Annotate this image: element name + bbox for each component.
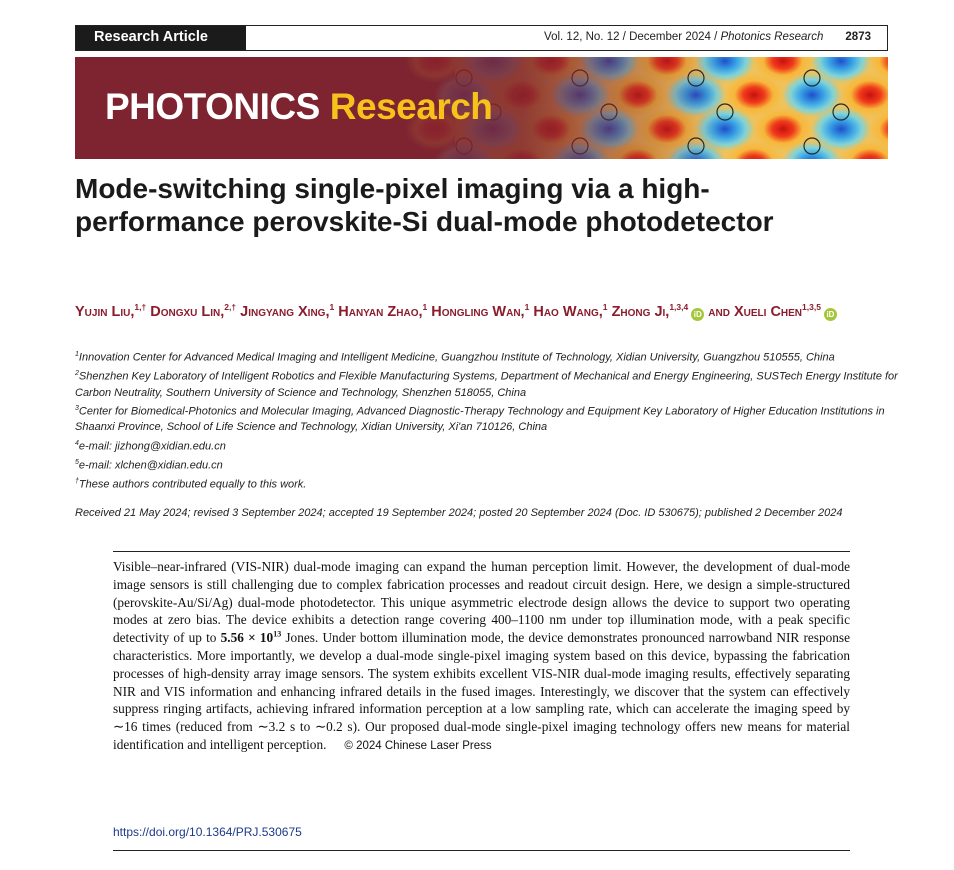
abstract-bottom-rule — [113, 850, 850, 851]
author-affiliation-marker: 2,† — [224, 302, 237, 312]
author-name: Dongxu Lin, — [150, 303, 225, 320]
orcid-icon[interactable]: iD — [691, 308, 704, 321]
affiliations — [75, 347, 905, 494]
affiliation-item: $^4$e-mail: jizhong@xidian.edu.cn — [75, 439, 226, 453]
logo-word-research: Research — [329, 86, 493, 127]
author-name: Xueli Chen — [733, 303, 803, 320]
author-affiliation-marker: 1,† — [134, 302, 147, 312]
journal-citation — [544, 26, 871, 49]
author-name: Hanyan Zhao, — [338, 303, 423, 320]
volume-issue-date: Vol. 12, No. 12 / December 2024 / — [544, 31, 721, 43]
author-name: Yujin Liu, — [75, 303, 135, 320]
abstract-top-rule — [113, 551, 850, 552]
doi-link[interactable]: https://doi.org/10.1364/PRJ.530675 — [113, 825, 302, 839]
copyright-notice: © 2024 Chinese Laser Press — [344, 739, 492, 752]
affiliation-item: $^1$Innovation Center for Advanced Medical Imaging and Intelligent Medicine, Guangzhou Institute of Technology, Xidian University, Guangzhou 510555, China — [75, 351, 835, 364]
detectivity-value: $5.56 \times 10^{13}$ — [220, 629, 282, 646]
journal-name: Photonics Research — [720, 31, 824, 43]
author-affiliation-marker: 1 — [422, 302, 428, 312]
journal-logo-text — [105, 85, 492, 129]
affiliation-item: $^3$Center for Biomedical-Photonics and Molecular Imaging, Advanced Diagnostic-Therapy Technology and Equipment Key Laboratory of Higher Education Institutions in Shaanxi Province, School of Life Science and Technology, Xidian University, Xi'an 710126, China — [75, 405, 885, 434]
affiliation-item: $^2$Shenzhen Key Laboratory of Intelligent Robotics and Flexible Manufacturing Systems, Department of Mechanical and Energy Engineering, SUSTech Energy Institute for Carbon Neutrality, Southern University of Science and Technology, Shenzhen 518055, China — [75, 370, 898, 399]
affiliation-item: †These authors contributed equally to this work. — [75, 478, 307, 492]
abstract-text-part1: Visible–near-infrared (VIS-NIR) dual-mode imaging can expand the human perception limit. However, the development of dual-mode image sensors is still challenging due to complex fabrication processes and readout circuit design. Here, we design a simple-structured (perovskite-Au/Si/Ag) dual-mode photodetector. This unique asymmetric electrode design allows the device to support two operating modes at zero bias. The device exhibits a detection range covering 400–1100 nm under top illumination mode, with a peak specific detectivity of up to — [113, 559, 850, 646]
article-type-label: Research Article — [76, 26, 246, 50]
publication-dates: Received 21 May 2024; revised 3 September 2024; accepted 19 September 2024; posted 20 September 2024 (Doc. ID 530675); published 2 December 2024 — [75, 507, 843, 519]
author-affiliation-marker: 1 — [602, 302, 608, 312]
abstract-text-part2: Jones. Under bottom illumination mode, the device demonstrates pronounced narrowband NIR response characteristics. More importantly, we develop a dual-mode single-pixel imaging system based on this device, bypassing the fabrication processes of high-density array image sensors. The system exhibits excellent VIS-NIR dual-mode imaging results, effectively separating NIR and VIS information and enhancing infrared details in the fused images. Interestingly, we discover that the system can effectively suppress ringing artifacts, achieving infrared information perception at a low sampling rate, which can accelerate the imaging speed by ∼16 times (reduced from ∼3.2 s to ∼0.2 s). Our proposed dual-mode single-pixel imaging technology offers new means for material identification and intelligent perception. — [113, 630, 851, 752]
journal-header-bar — [75, 25, 888, 51]
journal-banner — [75, 57, 888, 159]
author-name: Zhong Ji, — [611, 303, 670, 320]
author-affiliation-marker: 1,3,4 — [669, 302, 689, 312]
author-affiliation-marker: 1,3,5 — [802, 302, 821, 312]
abstract — [113, 558, 850, 756]
article-title: Mode-switching single-pixel imaging via a high-performance perovskite-Si dual-mode photodetector — [75, 173, 774, 237]
affiliation-item: $^5$e-mail: xlchen@xidian.edu.cn — [75, 459, 223, 472]
author-affiliation-marker: 1 — [329, 302, 335, 312]
author-name: Hao Wang, — [533, 303, 603, 320]
author-name: Hongling Wan, — [431, 303, 525, 320]
author-name: Jingyang Xing, — [240, 303, 330, 320]
orcid-icon[interactable]: iD — [824, 308, 837, 321]
page-number: 2873 — [845, 31, 871, 43]
author-affiliation-marker: 1 — [524, 302, 530, 312]
author-list: Yujin Liu,$^{1,\dagger}$ Dongxu Lin,$^{2,\dagger}$ Jingyang Xing,$^1$ Hanyan Zhao,$^1$ Hongling Wan,$^1$ Hao Wang,$^1$ Zhong Ji,$^{1,3,4}$iD and Xueli Chen$^{1,3,5}$iD — [75, 295, 895, 325]
logo-word-photonics: PHOTONICS — [105, 86, 320, 127]
